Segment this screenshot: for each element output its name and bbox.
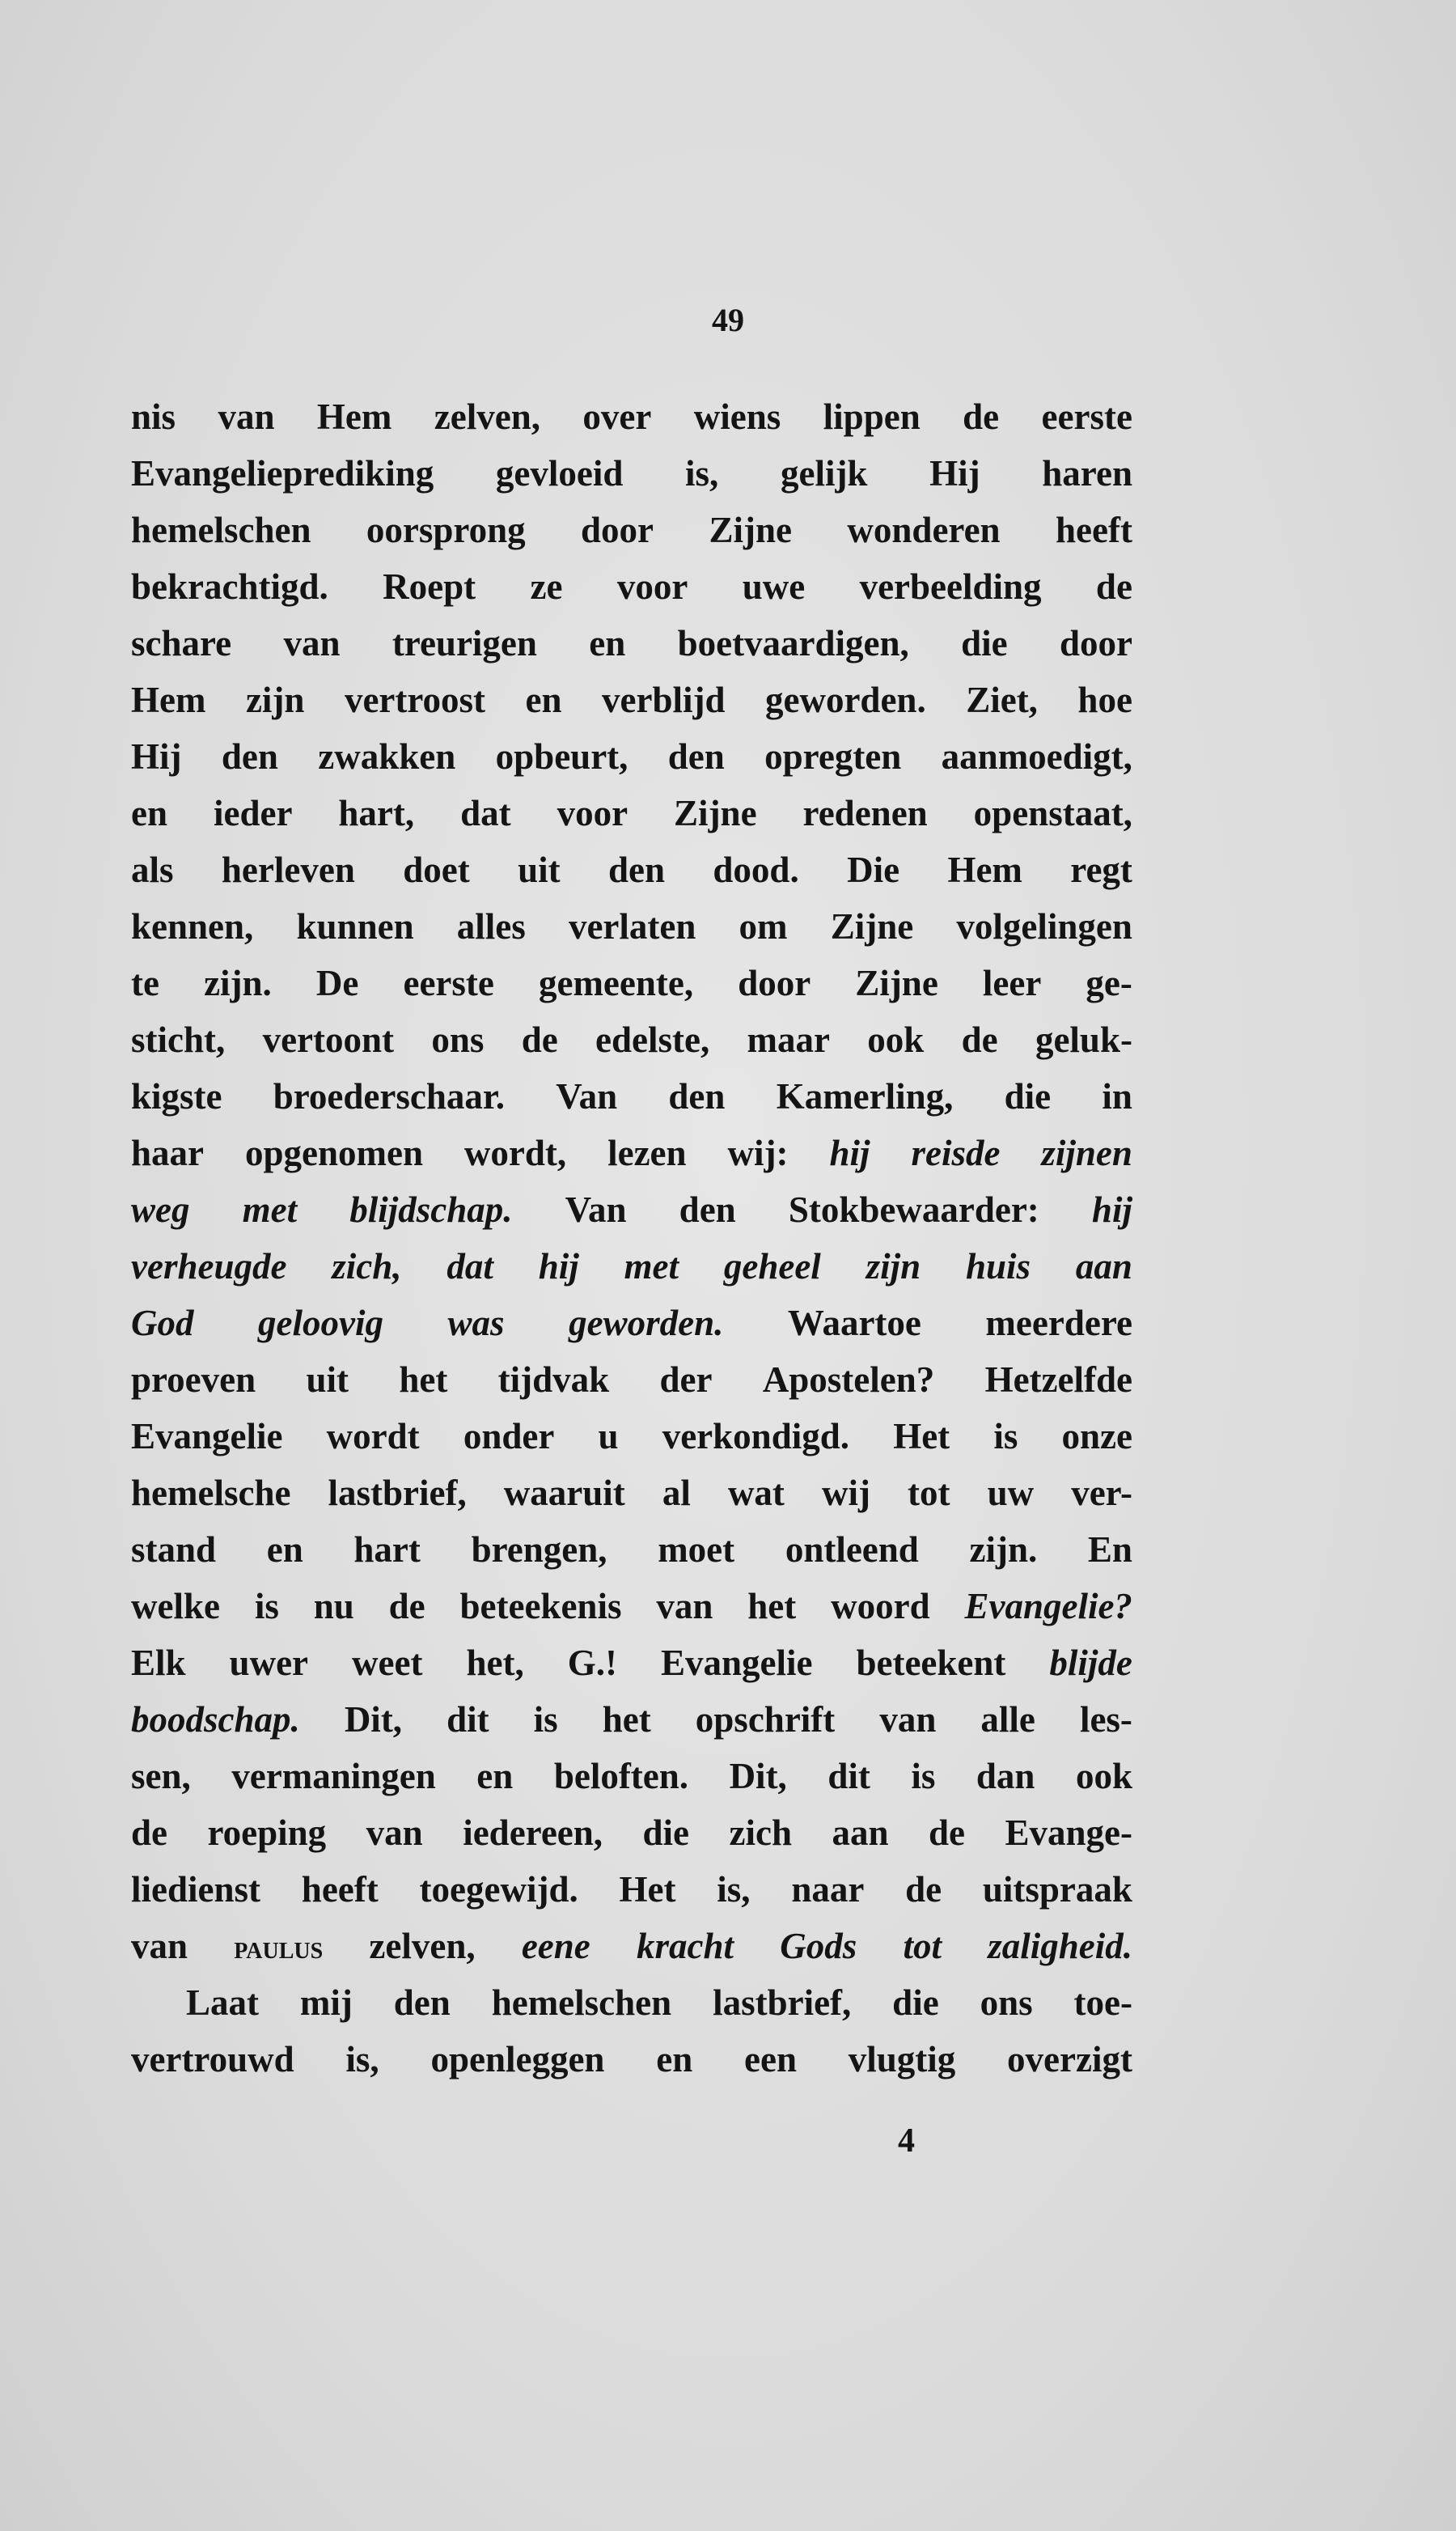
word: Stokbewaarder: — [788, 1189, 1039, 1230]
word: stand — [131, 1529, 217, 1570]
word: kracht — [637, 1926, 734, 1966]
word: openstaat, — [973, 793, 1132, 833]
text-line — [131, 1238, 1132, 1295]
word: zaligheid. — [988, 1926, 1132, 1966]
word: nis — [131, 396, 176, 437]
word: opregten — [764, 736, 902, 777]
word: opschrift — [695, 1699, 836, 1740]
word: kigste — [131, 1076, 222, 1117]
text-line — [131, 1125, 1132, 1181]
word: woord — [831, 1586, 930, 1626]
word: en — [656, 2039, 693, 2079]
word: reisde — [911, 1133, 1001, 1173]
word: te — [131, 963, 159, 1003]
word: beloften. — [553, 1756, 689, 1796]
word: over — [582, 396, 652, 437]
word: is — [533, 1699, 558, 1740]
word: verheugde — [131, 1246, 287, 1287]
word: onze — [1061, 1416, 1132, 1456]
word: En — [1087, 1529, 1132, 1570]
text-line — [131, 1465, 1132, 1521]
word: ieder — [213, 793, 293, 833]
word: en — [476, 1756, 514, 1796]
word: van — [283, 623, 341, 663]
word: en — [131, 793, 167, 833]
word: zijn. — [204, 963, 272, 1003]
word: eerste — [1041, 396, 1132, 437]
word: een — [744, 2039, 797, 2079]
word: uit — [518, 850, 561, 890]
word: weg — [131, 1189, 190, 1230]
word: waaruit — [503, 1473, 625, 1513]
word: Evangelie — [660, 1643, 813, 1683]
word: de — [521, 1020, 558, 1060]
word: is, — [685, 453, 719, 494]
word: wij — [821, 1473, 870, 1513]
word: zijn. — [969, 1529, 1038, 1570]
word: nu — [313, 1586, 354, 1626]
word: Elk — [131, 1643, 186, 1683]
word: de — [929, 1812, 966, 1853]
word: hij — [538, 1246, 579, 1287]
word: uwe — [742, 566, 806, 607]
text-line — [131, 615, 1132, 672]
word: het — [399, 1359, 448, 1400]
word: zijnen — [1041, 1133, 1132, 1173]
word: hij — [1091, 1189, 1132, 1230]
word: met — [624, 1246, 679, 1287]
word: herleven — [221, 850, 355, 890]
word: lastbrief, — [328, 1473, 467, 1513]
word: heeft — [301, 1869, 379, 1910]
word: Dit, — [344, 1699, 403, 1740]
word: ge- — [1086, 963, 1132, 1003]
word: leer — [982, 963, 1042, 1003]
word: zelven, — [369, 1926, 476, 1966]
word: wiens — [693, 396, 781, 437]
word: den — [668, 1076, 726, 1117]
word: haren — [1042, 453, 1132, 494]
word: Apostelen? — [762, 1359, 935, 1400]
word: ons — [431, 1020, 485, 1060]
word: zijn — [245, 680, 305, 720]
word: hart, — [338, 793, 415, 833]
word: beteekent — [856, 1643, 1006, 1683]
text-line — [131, 2031, 1132, 2088]
word: weet — [352, 1643, 423, 1683]
word: geworden. — [569, 1303, 724, 1343]
word: Waartoe — [787, 1303, 921, 1343]
body-text — [131, 388, 1132, 2088]
word: dit — [447, 1699, 489, 1740]
word: van — [131, 1926, 188, 1966]
word: bekrachtigd. — [131, 566, 328, 607]
word: de — [905, 1869, 942, 1910]
text-line — [131, 1634, 1132, 1691]
word: van — [366, 1812, 423, 1853]
word: is — [911, 1756, 936, 1796]
word: kunnen — [296, 906, 414, 947]
word: zwakken — [318, 736, 456, 777]
word: kennen, — [131, 906, 254, 947]
word: boetvaardigen, — [677, 623, 909, 663]
word: Evangelie — [131, 1416, 283, 1456]
word: Hetzelfde — [984, 1359, 1132, 1400]
word: zich — [729, 1812, 793, 1853]
word: aan — [1075, 1246, 1132, 1287]
word: aan — [832, 1812, 889, 1853]
word: ook — [1075, 1756, 1132, 1796]
text-line — [131, 1068, 1132, 1125]
word: zijn — [866, 1246, 921, 1287]
text-line — [131, 898, 1132, 955]
word: is, — [345, 2039, 379, 2079]
word: van — [656, 1586, 713, 1626]
word: toe- — [1073, 1982, 1132, 2023]
word: mij — [299, 1982, 353, 2023]
word: opgenomen — [244, 1133, 423, 1173]
word: dat — [447, 1246, 493, 1287]
word: moet — [658, 1529, 735, 1570]
text-line — [131, 1011, 1132, 1068]
word: geworden. — [764, 680, 926, 720]
word: redenen — [802, 793, 928, 833]
word: ontleend — [785, 1529, 919, 1570]
word: Kamerling, — [776, 1076, 954, 1117]
word: vertroost — [344, 680, 486, 720]
word: die — [1004, 1076, 1052, 1117]
word: ze — [530, 566, 563, 607]
word: Hem — [947, 850, 1022, 890]
word: tot — [908, 1473, 950, 1513]
word: Zijne — [830, 906, 914, 947]
text-line — [131, 502, 1132, 558]
word: hemelschen — [131, 510, 311, 550]
word: vertrouwd — [131, 2039, 294, 2079]
word: paulus — [234, 1929, 324, 1965]
word: ver- — [1071, 1473, 1132, 1513]
text-line — [131, 445, 1132, 502]
word: den — [679, 1189, 736, 1230]
word: al — [662, 1473, 691, 1513]
text-line — [131, 1351, 1132, 1408]
word: boodschap. — [131, 1699, 300, 1740]
word: om — [739, 906, 788, 947]
word: Gods — [780, 1926, 857, 1966]
word: Hij — [929, 453, 980, 494]
word: broederschaar. — [273, 1076, 505, 1117]
word: overzigt — [1007, 2039, 1132, 2079]
word: Hij — [131, 736, 182, 777]
word: onder — [463, 1416, 555, 1456]
word: Van — [565, 1189, 627, 1230]
word: naar — [791, 1869, 865, 1910]
word: Laat — [186, 1982, 259, 2023]
word: edelste, — [595, 1020, 710, 1060]
word: verblijd — [602, 680, 726, 720]
word: beteekenis — [459, 1586, 622, 1626]
word: de — [1095, 566, 1132, 607]
word: iedereen, — [463, 1812, 603, 1853]
word: de — [131, 1812, 167, 1853]
word: verbeelding — [859, 566, 1042, 607]
word: is — [254, 1586, 279, 1626]
text-line — [131, 785, 1132, 842]
word: het, — [466, 1643, 524, 1683]
word: dood. — [713, 850, 799, 890]
word: sticht, — [131, 1020, 226, 1060]
word: Zijne — [855, 963, 938, 1003]
text-line — [131, 388, 1132, 445]
word: en — [525, 680, 562, 720]
word: door — [738, 963, 811, 1003]
word: Evange- — [1005, 1812, 1132, 1853]
text-line — [131, 1181, 1132, 1238]
word: eene — [521, 1926, 590, 1966]
text-line — [131, 1578, 1132, 1634]
text-line — [131, 1918, 1132, 1974]
word: hart — [353, 1529, 421, 1570]
word: u — [598, 1416, 619, 1456]
word: Zijne — [709, 510, 792, 550]
text-line — [131, 728, 1132, 785]
word: gelijk — [780, 453, 868, 494]
word: aanmoedigt, — [941, 736, 1132, 777]
word: der — [659, 1359, 713, 1400]
word: uw — [987, 1473, 1035, 1513]
word: hoe — [1077, 680, 1132, 720]
text-line — [131, 842, 1132, 898]
word: les- — [1079, 1699, 1132, 1740]
text-line — [131, 1691, 1132, 1748]
word: doet — [403, 850, 470, 890]
word: welke — [131, 1586, 220, 1626]
word: de — [961, 1020, 998, 1060]
word: tot — [903, 1926, 942, 1966]
word: ook — [867, 1020, 925, 1060]
text-line — [131, 1521, 1132, 1578]
text-line — [131, 955, 1132, 1011]
word: die — [892, 1982, 939, 2023]
word: wat — [727, 1473, 785, 1513]
word: den — [607, 850, 666, 890]
word: maar — [747, 1020, 830, 1060]
word: gemeente, — [538, 963, 694, 1003]
word: wonderen — [847, 510, 1001, 550]
word: blijde — [1049, 1643, 1132, 1683]
word: den — [393, 1982, 451, 2023]
word: schare — [131, 623, 232, 663]
word: de — [388, 1586, 425, 1626]
word: als — [131, 850, 174, 890]
word: oorsprong — [366, 510, 526, 550]
word: treurigen — [392, 623, 537, 663]
word: dat — [460, 793, 511, 833]
text-line — [131, 1974, 1132, 2031]
word: geheel — [723, 1246, 821, 1287]
signature-mark: 4 — [898, 2122, 915, 2160]
word: met — [242, 1189, 298, 1230]
word: door — [581, 510, 654, 550]
word: verlaten — [568, 906, 696, 947]
text-line — [131, 672, 1132, 728]
word: Die — [847, 850, 900, 890]
word: God — [131, 1303, 194, 1343]
word: alle — [980, 1699, 1035, 1740]
word: Evangelie? — [964, 1586, 1132, 1626]
word: is, — [717, 1869, 751, 1910]
word: tijdvak — [497, 1359, 610, 1400]
word: G.! — [567, 1643, 617, 1683]
word: volgelingen — [956, 906, 1132, 947]
word: ons — [980, 1982, 1033, 2023]
word: was — [447, 1303, 505, 1343]
word: heeft — [1056, 510, 1132, 550]
word: het — [602, 1699, 651, 1740]
word: Ziet, — [966, 680, 1038, 720]
word: die — [642, 1812, 690, 1853]
word: lezen — [607, 1133, 687, 1173]
text-line — [131, 1804, 1132, 1861]
word: hemelsche — [131, 1473, 291, 1513]
word: geloovig — [258, 1303, 383, 1343]
word: Dit, — [729, 1756, 787, 1796]
word: hij — [829, 1133, 870, 1173]
page-number: 49 — [712, 302, 744, 338]
word: die — [961, 623, 1008, 663]
word: zich, — [332, 1246, 402, 1287]
word: alles — [456, 906, 526, 947]
word: proeven — [131, 1359, 256, 1400]
word: vlugtig — [848, 2039, 956, 2079]
word: wordt, — [463, 1133, 567, 1173]
word: haar — [131, 1133, 204, 1173]
word: Hem — [131, 680, 206, 720]
word: den — [667, 736, 725, 777]
word: De — [315, 963, 359, 1003]
text-line — [131, 1408, 1132, 1465]
text-line — [131, 1748, 1132, 1804]
word: uwer — [229, 1643, 309, 1683]
word: Hem — [316, 396, 392, 437]
word: dan — [976, 1756, 1035, 1796]
word: hemelschen — [491, 1982, 672, 2023]
word: den — [221, 736, 278, 777]
text-line — [131, 1861, 1132, 1918]
word: van — [879, 1699, 937, 1740]
word: uit — [306, 1359, 349, 1400]
word: openleggen — [430, 2039, 605, 2079]
word: blijdschap. — [349, 1189, 513, 1230]
word: toegewijd. — [419, 1869, 578, 1910]
word: wordt — [326, 1416, 420, 1456]
word: verkondigd. — [662, 1416, 850, 1456]
text-line — [131, 558, 1132, 615]
word: opbeurt, — [495, 736, 629, 777]
word: Van — [556, 1076, 618, 1117]
word: het — [747, 1586, 797, 1626]
word: huis — [965, 1246, 1031, 1287]
word: meerdere — [985, 1303, 1132, 1343]
text-line — [131, 1295, 1132, 1351]
word: van — [218, 396, 275, 437]
word: en — [266, 1529, 303, 1570]
word: Het — [893, 1416, 950, 1456]
word: sen, — [131, 1756, 191, 1796]
word: uitspraak — [982, 1869, 1132, 1910]
word: wij: — [727, 1133, 789, 1173]
word: brengen, — [471, 1529, 607, 1570]
word: Zijne — [674, 793, 757, 833]
word: Evangelieprediking — [131, 453, 434, 494]
word: lippen — [823, 396, 921, 437]
word: voor — [557, 793, 629, 833]
word: regt — [1070, 850, 1132, 890]
word: roeping — [207, 1812, 327, 1853]
word: dit — [827, 1756, 870, 1796]
word: eerste — [403, 963, 494, 1003]
word: in — [1102, 1076, 1132, 1117]
word: zelven, — [434, 396, 540, 437]
word: geluk- — [1035, 1020, 1132, 1060]
word: de — [963, 396, 1000, 437]
word: Het — [619, 1869, 676, 1910]
word: vertoont — [262, 1020, 395, 1060]
word: vermaningen — [231, 1756, 436, 1796]
word: lastbrief, — [713, 1982, 852, 2023]
word: door — [1059, 623, 1132, 663]
word: en — [589, 623, 626, 663]
word: Roept — [383, 566, 476, 607]
word: gevloeid — [495, 453, 624, 494]
word: voor — [616, 566, 688, 607]
word: liedienst — [131, 1869, 261, 1910]
word: is — [993, 1416, 1018, 1456]
